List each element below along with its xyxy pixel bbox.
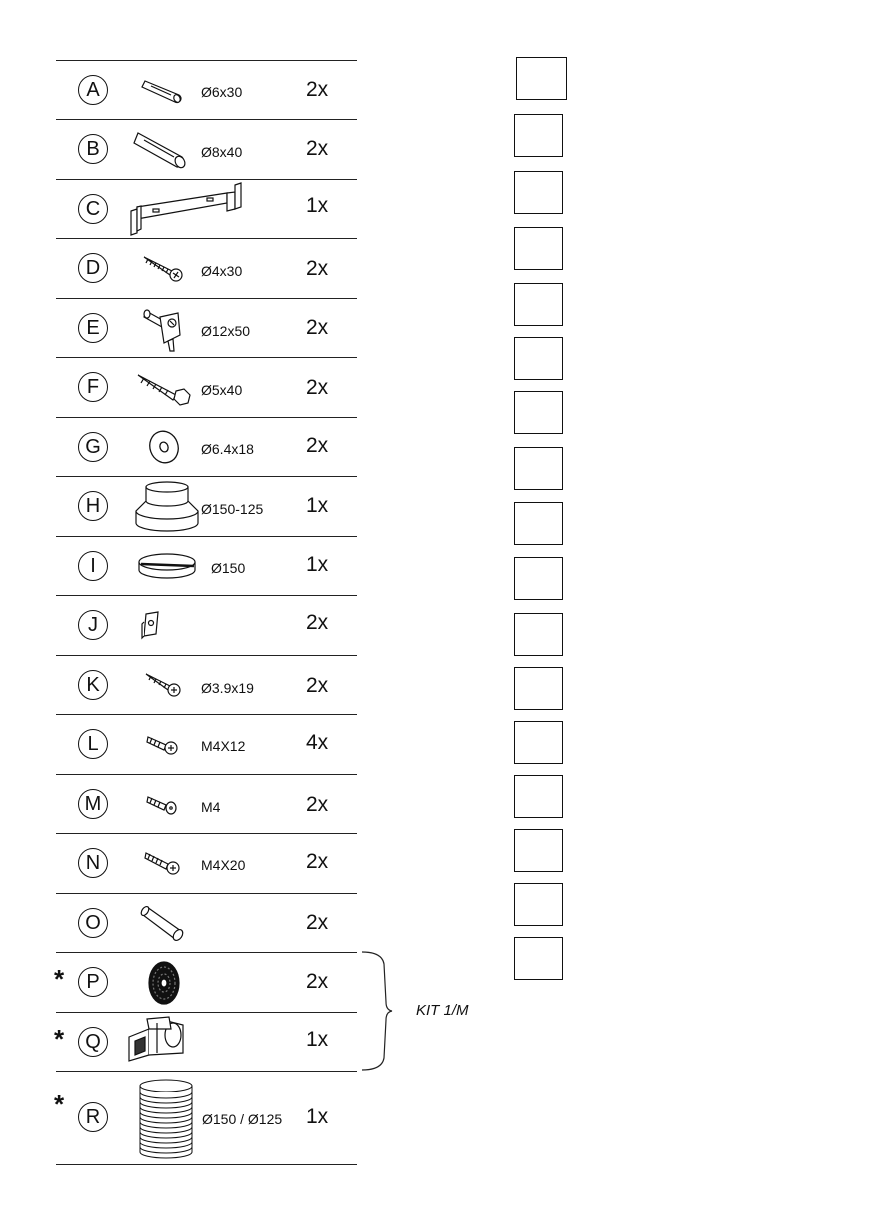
hex-screw-icon [128,369,200,409]
part-size: Ø6.4x18 [201,441,254,457]
table-bottom-rule [56,1164,357,1165]
part-size: M4 [201,799,221,815]
kit-brace [360,950,394,1074]
part-row-l [56,714,357,774]
checkbox-c[interactable] [514,171,563,214]
cylinder-pin-icon [128,901,200,945]
checkbox-i[interactable] [514,502,563,545]
checkbox-k[interactable] [514,613,563,656]
part-letter: C [78,194,108,224]
part-letter: K [78,670,108,700]
part-letter: M [78,789,108,819]
part-row-n [56,833,357,893]
part-letter: L [78,729,108,759]
part-size: Ø3.9x19 [201,680,254,696]
part-row-a [56,60,357,119]
flexible-hose-icon [136,1077,196,1161]
part-quantity: 2x [306,850,329,873]
part-letter: N [78,848,108,878]
machine-screw-long-icon [128,847,200,879]
checkbox-a[interactable] [516,57,567,100]
asterisk-marker: * [54,1024,65,1054]
part-quantity: 2x [306,257,329,280]
part-row-p [56,952,357,1012]
part-quantity: 2x [306,316,329,339]
part-size: Ø12x50 [201,323,251,339]
part-letter: O [78,908,108,938]
part-quantity: 2x [306,911,329,934]
part-quantity: 1x [306,1105,329,1128]
part-letter: D [78,253,108,283]
part-quantity: 1x [306,194,329,217]
checkbox-o[interactable] [514,829,563,872]
deflector-icon [126,1014,186,1070]
pan-screw-icon [128,788,200,820]
self-tapping-screw-icon [128,667,200,701]
part-row-j [56,595,357,655]
part-letter: Q [78,1027,108,1057]
part-letter: R [78,1102,108,1132]
part-row-f [56,357,357,417]
checkbox-n[interactable] [514,775,563,818]
part-row-r [56,1071,357,1164]
part-letter: B [78,134,108,164]
part-letter: E [78,313,108,343]
checkbox-q[interactable] [514,937,563,980]
part-row-c [56,179,357,238]
part-quantity: 2x [306,970,329,993]
part-row-k [56,655,357,714]
part-quantity: 1x [306,553,329,576]
checkbox-g[interactable] [514,391,563,434]
part-size: M4X20 [201,857,246,873]
part-row-b [56,119,357,179]
part-row-o [56,893,357,952]
part-letter: I [78,551,108,581]
part-row-m [56,774,357,833]
checkbox-d[interactable] [514,227,563,270]
checkbox-j[interactable] [514,557,563,600]
part-letter: P [78,967,108,997]
part-quantity: 2x [306,793,329,816]
duct-ring-icon [136,550,198,584]
part-size: Ø6x30 [201,84,243,100]
asterisk-marker: * [54,1089,65,1119]
part-letter: F [78,372,108,402]
carbon-filter-icon [128,960,200,1006]
part-quantity: 2x [306,376,329,399]
part-quantity: 1x [306,1028,329,1051]
part-quantity: 2x [306,137,329,160]
wood-screw-icon [128,252,200,284]
part-size: Ø150 / Ø125 [202,1111,283,1127]
checkbox-l[interactable] [514,667,563,710]
clip-icon [116,609,188,641]
part-row-g [56,417,357,476]
part-quantity: 2x [306,674,329,697]
part-size: Ø150 [211,560,246,576]
part-size: M4X12 [201,738,246,754]
checkbox-p[interactable] [514,883,563,926]
part-row-i [56,536,357,595]
part-quantity: 1x [306,494,329,517]
mounting-bracket-icon [126,181,246,237]
part-letter: J [78,610,108,640]
wall-plug-large-icon [128,125,200,173]
part-quantity: 2x [306,611,329,634]
part-row-e [56,298,357,357]
checkbox-f[interactable] [514,337,563,380]
asterisk-marker: * [54,964,65,994]
anchor-bracket-icon [128,304,200,354]
part-size: Ø4x30 [201,263,243,279]
checkbox-m[interactable] [514,721,563,764]
washer-icon [128,427,200,467]
part-quantity: 2x [306,78,329,101]
part-size: Ø8x40 [201,144,243,160]
checkbox-e[interactable] [514,283,563,326]
part-row-q [56,1012,357,1071]
part-size: Ø5x40 [201,382,243,398]
duct-reducer-icon [132,478,202,534]
checkbox-h[interactable] [514,447,563,490]
part-row-d [56,238,357,298]
part-letter: A [78,75,108,105]
wall-plug-small-icon [128,70,200,110]
part-letter: G [78,432,108,462]
part-size: Ø150-125 [201,501,264,517]
part-quantity: 4x [306,731,329,754]
checkbox-b[interactable] [514,114,563,157]
part-quantity: 2x [306,434,329,457]
part-row-h [56,476,357,536]
machine-screw-icon [128,728,200,760]
part-letter: H [78,491,108,521]
kit-label: KIT 1/M [416,1002,469,1019]
